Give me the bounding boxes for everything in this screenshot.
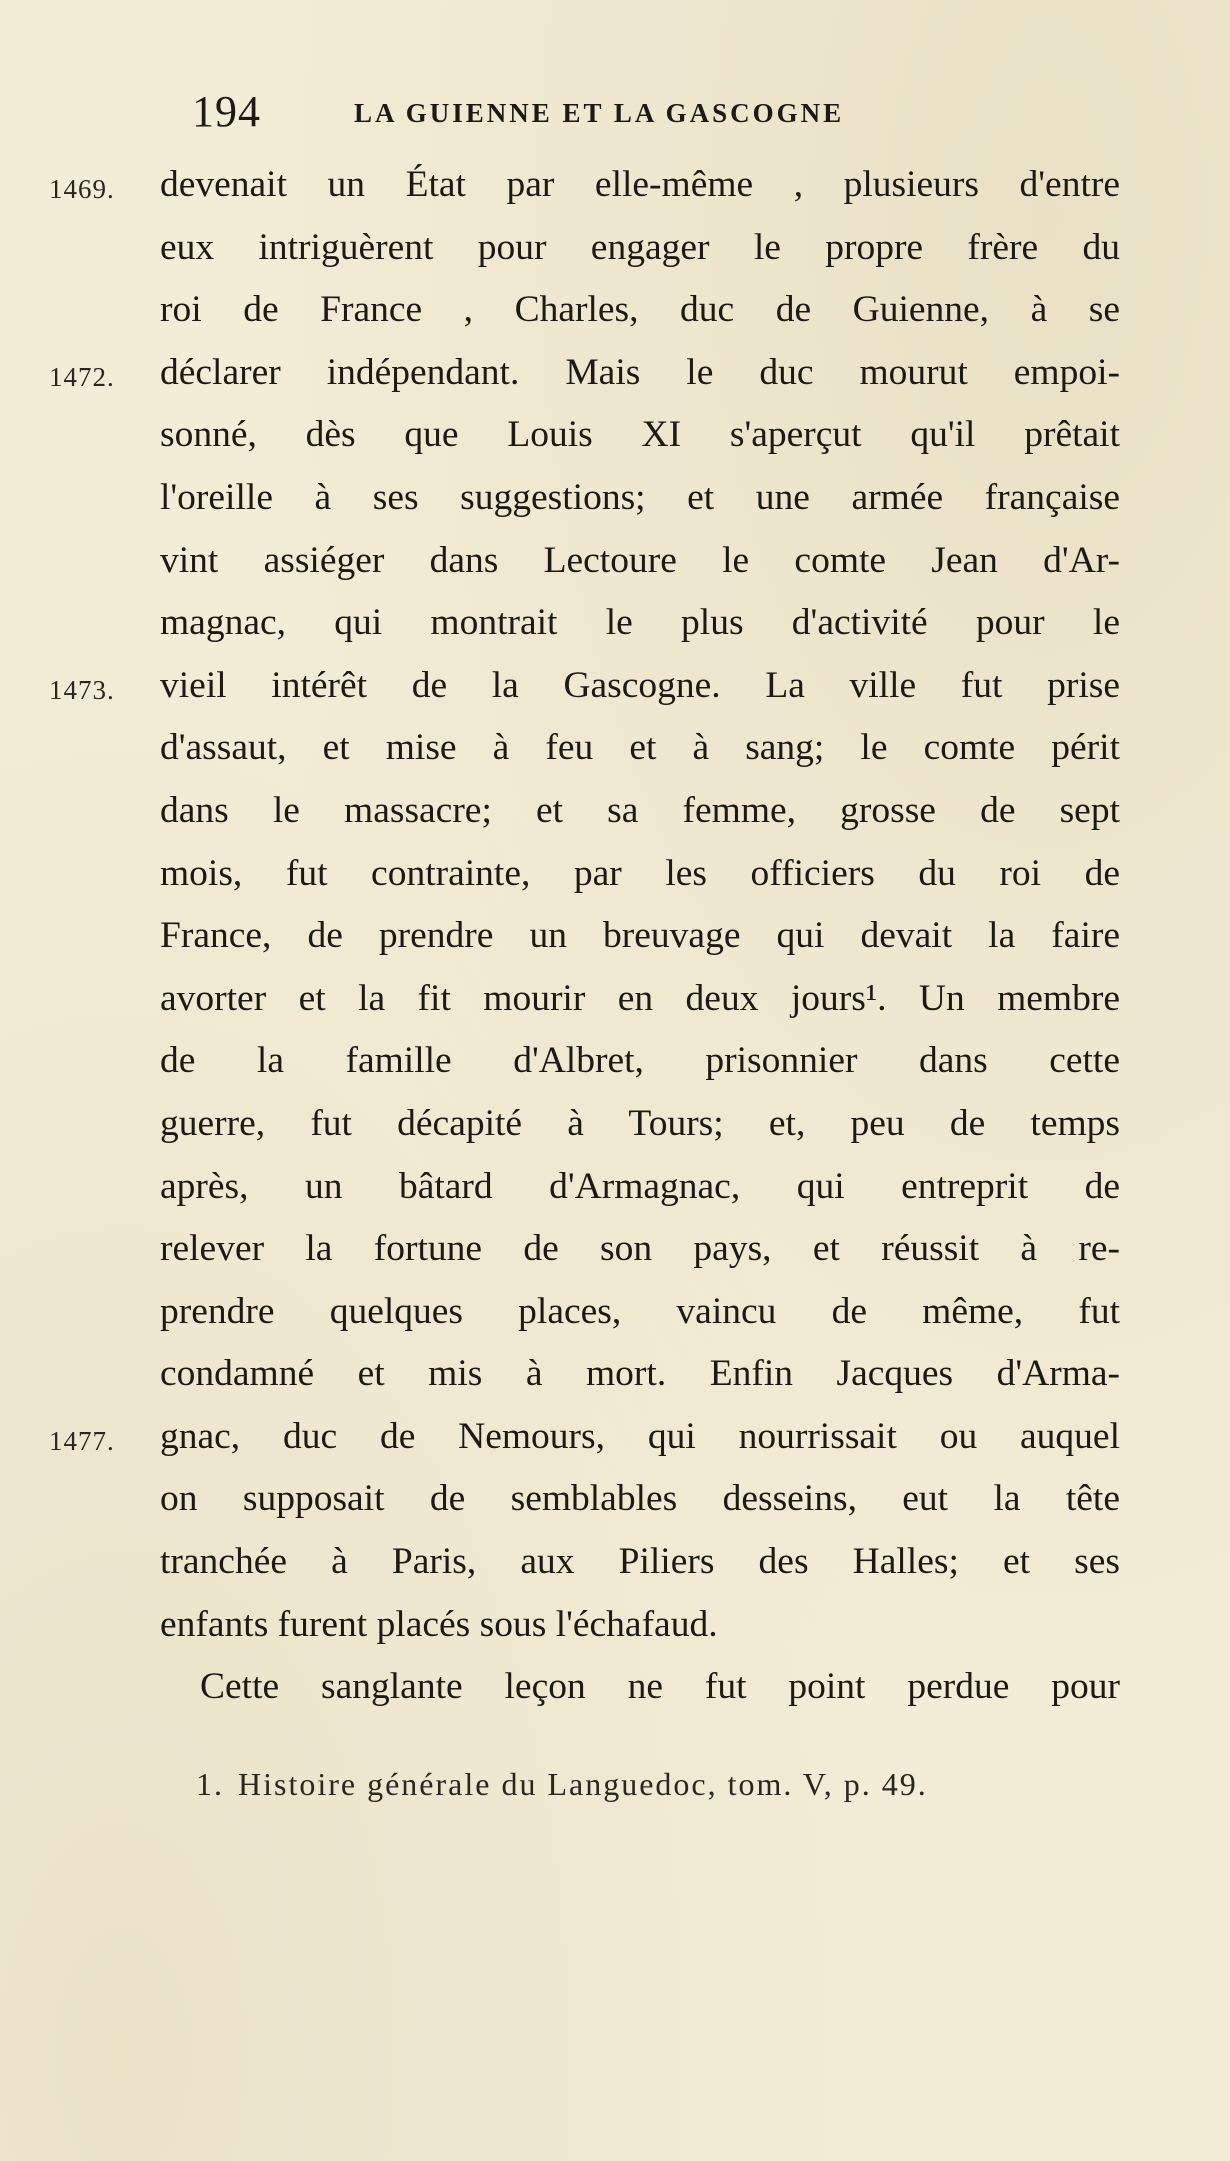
text-line <box>160 217 1120 280</box>
text-line <box>160 1343 1120 1406</box>
margin-year: 1477. <box>49 1425 115 1456</box>
text-line <box>160 1531 1120 1594</box>
line-text: sonné, dès que Louis XI s'aperçut qu'il prêtait <box>160 414 1120 456</box>
text-line <box>160 1468 1120 1531</box>
text-line <box>160 467 1120 530</box>
text-line <box>49 154 1120 217</box>
line-text: tranchée à Paris, aux Piliers des Halles; et ses <box>160 1541 1120 1583</box>
text-line <box>160 1594 1120 1657</box>
line-text: après, un bâtard d'Armagnac, qui entreprit de <box>160 1165 1120 1207</box>
text-line <box>160 404 1120 467</box>
text-line <box>160 1093 1120 1156</box>
line-text: guerre, fut décapité à Tours; et, peu de temps <box>160 1102 1120 1144</box>
page-number: 194 <box>192 87 261 136</box>
line-text: enfants furent placés sous l'échafaud. <box>160 1603 718 1645</box>
footnote <box>196 1766 928 1803</box>
text-line <box>160 843 1120 906</box>
line-text: roi de France , Charles, duc de Guienne, à se <box>160 289 1120 331</box>
footnote-text: Histoire générale du Languedoc, tom. V, p. 49. <box>238 1766 928 1802</box>
line-text: France, de prendre un breuvage qui devait la faire <box>160 915 1120 957</box>
line-text: de la famille d'Albret, prisonnier dans cette <box>160 1040 1120 1082</box>
line-text: relever la fortune de son pays, et réussit à re- <box>160 1228 1120 1270</box>
page-header <box>192 86 1052 146</box>
line-text: vint assiéger dans Lectoure le comte Jean d'Ar- <box>160 539 1120 581</box>
line-text: déclarer indépendant. Mais le duc mourut empoi- <box>160 351 1120 393</box>
margin-year: 1469. <box>49 174 115 204</box>
text-line <box>160 780 1120 843</box>
text-line <box>160 530 1120 593</box>
margin-year: 1472. <box>49 361 115 392</box>
line-text: mois, fut contrainte, par les officiers du roi de <box>160 852 1120 894</box>
body-text <box>49 154 1120 1719</box>
text-line <box>160 1218 1120 1281</box>
text-line <box>160 592 1120 655</box>
line-text: vieil intérêt de la Gascogne. La ville fut prise <box>160 664 1120 706</box>
text-line <box>160 968 1120 1031</box>
line-text: l'oreille à ses suggestions; et une armée française <box>160 476 1120 518</box>
line-text: on supposait de semblables desseins, eut la tête <box>160 1478 1120 1520</box>
text-line <box>49 1406 1120 1469</box>
footnote-number: 1. <box>196 1766 224 1802</box>
line-text: condamné et mis à mort. Enfin Jacques d'Arma- <box>160 1353 1120 1395</box>
margin-year: 1473. <box>49 674 115 705</box>
line-text: dans le massacre; et sa femme, grosse de sept <box>160 789 1120 831</box>
text-line <box>160 1281 1120 1344</box>
text-line <box>160 717 1120 780</box>
line-text: avorter et la fit mourir en deux jours¹. Un membre <box>160 977 1120 1019</box>
line-text: prendre quelques places, vaincu de même, fut <box>160 1290 1120 1332</box>
line-text: d'assaut, et mise à feu et à sang; le comte périt <box>160 727 1120 769</box>
text-line <box>49 342 1120 405</box>
text-line <box>160 1156 1120 1219</box>
line-text: eux intriguèrent pour engager le propre frère du <box>160 226 1120 268</box>
text-line <box>160 279 1120 342</box>
text-line <box>160 1656 1120 1719</box>
text-line <box>160 1030 1120 1093</box>
line-text: gnac, duc de Nemours, qui nourrissait ou auquel <box>160 1415 1120 1457</box>
running-title: LA GUIENNE ET LA GASCOGNE <box>354 98 845 128</box>
line-text: Cette sanglante leçon ne fut point perdue pour <box>200 1666 1120 1708</box>
text-line <box>160 905 1120 968</box>
line-text: devenait un État par elle-même , plusieurs d'entre <box>160 164 1120 205</box>
text-line <box>49 655 1120 718</box>
line-text: magnac, qui montrait le plus d'activité pour le <box>160 602 1120 644</box>
